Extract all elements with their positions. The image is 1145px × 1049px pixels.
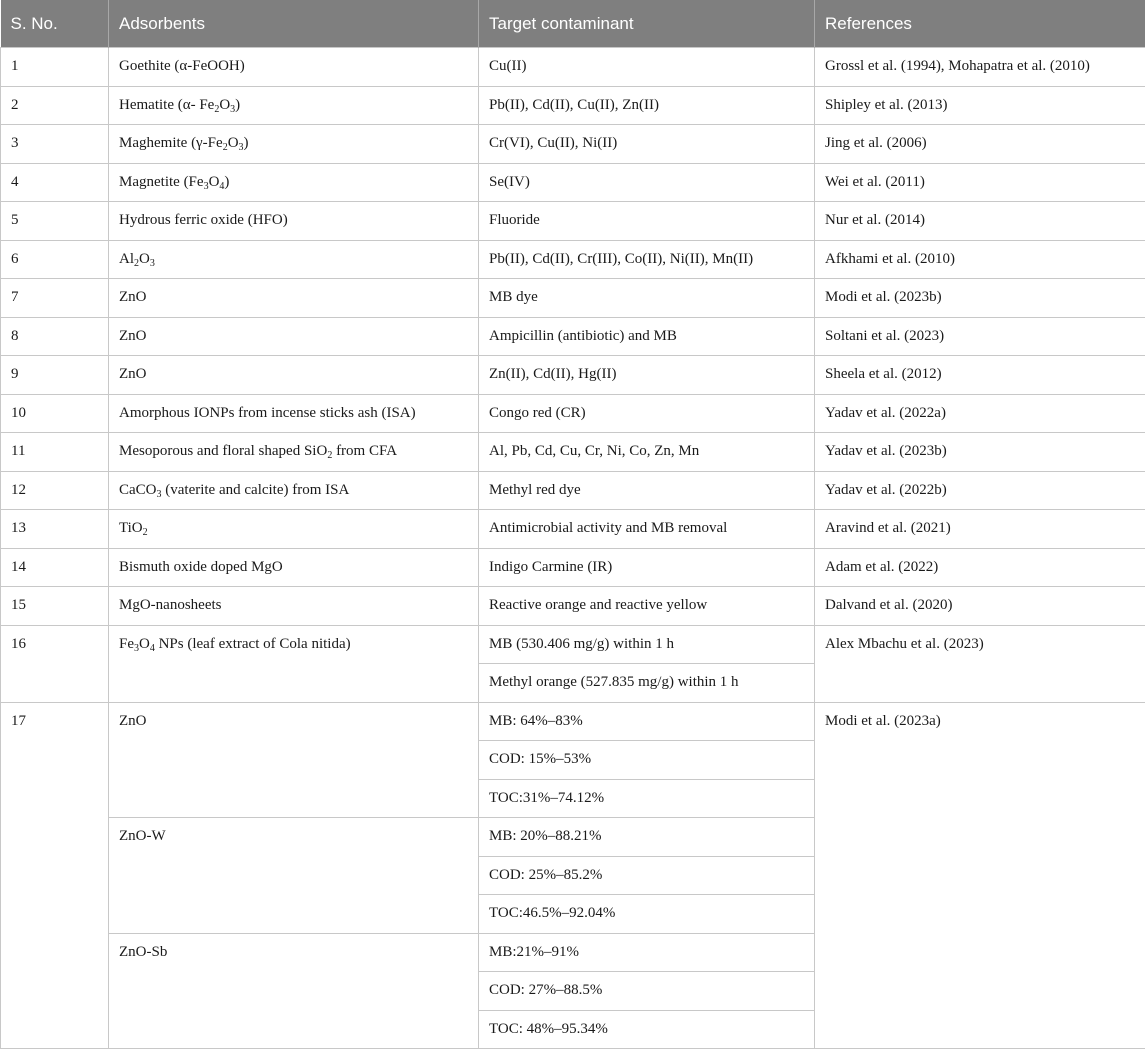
- table-row: [1, 279, 1145, 318]
- cell-target: Se(IV): [479, 163, 815, 202]
- cell-reference: Yadav et al. (2023b): [815, 433, 1145, 472]
- cell-adsorbent: Hydrous ferric oxide (HFO): [109, 202, 479, 241]
- cell-sno: 10: [1, 394, 109, 433]
- cell-reference: Modi et al. (2023a): [815, 702, 1145, 1049]
- cell-target: Congo red (CR): [479, 394, 815, 433]
- header-target-contaminant: Target contaminant: [479, 0, 815, 48]
- cell-reference: Shipley et al. (2013): [815, 86, 1145, 125]
- table-row: [1, 548, 1145, 587]
- cell-target: Pb(II), Cd(II), Cu(II), Zn(II): [479, 86, 815, 125]
- cell-target: Zn(II), Cd(II), Hg(II): [479, 356, 815, 395]
- cell-adsorbent: TiO$_2$: [109, 510, 479, 549]
- table-row: [1, 317, 1145, 356]
- cell-sno: 2: [1, 86, 109, 125]
- cell-target: Cr(VI), Cu(II), Ni(II): [479, 125, 815, 164]
- table-row: [1, 202, 1145, 241]
- cell-target: Indigo Carmine (IR): [479, 548, 815, 587]
- cell-sno: 13: [1, 510, 109, 549]
- cell-sno: 12: [1, 471, 109, 510]
- cell-adsorbent: $Al_2O_3$: [109, 240, 479, 279]
- cell-adsorbent: $Fe_3O_4$ NPs (leaf extract of Cola nitida): [109, 625, 479, 702]
- cell-target: Fluoride: [479, 202, 815, 241]
- cell-adsorbent: Mesoporous and floral shaped SiO$_2$ from CFA: [109, 433, 479, 472]
- table-row: [1, 356, 1145, 395]
- cell-sno: 1: [1, 48, 109, 87]
- cell-reference: Grossl et al. (1994), Mohapatra et al. (2010): [815, 48, 1145, 87]
- cell-reference: Yadav et al. (2022b): [815, 471, 1145, 510]
- cell-target: Al, Pb, Cd, Cu, Cr, Ni, Co, Zn, Mn: [479, 433, 815, 472]
- table-row: [1, 625, 1145, 664]
- cell-adsorbent: ZnO: [109, 279, 479, 318]
- cell-sno: 11: [1, 433, 109, 472]
- cell-target: MB: 64%–83%: [479, 702, 815, 741]
- cell-adsorbent: Bismuth oxide doped MgO: [109, 548, 479, 587]
- header-adsorbents: Adsorbents: [109, 0, 479, 48]
- cell-reference: Sheela et al. (2012): [815, 356, 1145, 395]
- cell-target: Methyl red dye: [479, 471, 815, 510]
- cell-reference: Modi et al. (2023b): [815, 279, 1145, 318]
- cell-target: Methyl orange (527.835 mg/g) within 1 h: [479, 664, 815, 703]
- cell-target: Antimicrobial activity and MB removal: [479, 510, 815, 549]
- cell-target: COD: 15%–53%: [479, 741, 815, 780]
- header-sno: S. No.: [1, 0, 109, 48]
- table-row: [1, 240, 1145, 279]
- table-row: [1, 125, 1145, 164]
- cell-adsorbent: ZnO: [109, 356, 479, 395]
- cell-adsorbent: ZnO-W: [109, 818, 479, 934]
- table-row: [1, 48, 1145, 87]
- cell-reference: Dalvand et al. (2020): [815, 587, 1145, 626]
- cell-adsorbent: Maghemite $(\gamma-Fe_2O_3)$: [109, 125, 479, 164]
- cell-target: TOC:31%–74.12%: [479, 779, 815, 818]
- cell-sno: 16: [1, 625, 109, 702]
- cell-target: Ampicillin (antibiotic) and MB: [479, 317, 815, 356]
- cell-sno: 8: [1, 317, 109, 356]
- cell-sno: 9: [1, 356, 109, 395]
- table-row: [1, 86, 1145, 125]
- cell-target: Reactive orange and reactive yellow: [479, 587, 815, 626]
- cell-target: TOC:46.5%–92.04%: [479, 895, 815, 934]
- cell-adsorbent: Magnetite $(Fe_3O_4)$: [109, 163, 479, 202]
- cell-target: MB dye: [479, 279, 815, 318]
- cell-adsorbent: Amorphous IONPs from incense sticks ash (ISA): [109, 394, 479, 433]
- table-row: [1, 587, 1145, 626]
- table-row: [1, 471, 1145, 510]
- cell-sno: 17: [1, 702, 109, 1049]
- cell-reference: Yadav et al. (2022a): [815, 394, 1145, 433]
- table-row: [1, 163, 1145, 202]
- cell-adsorbent: CaCO$_3$ (vaterite and calcite) from ISA: [109, 471, 479, 510]
- cell-sno: 3: [1, 125, 109, 164]
- cell-target: MB (530.406 mg/g) within 1 h: [479, 625, 815, 664]
- cell-sno: 6: [1, 240, 109, 279]
- header-references: References: [815, 0, 1145, 48]
- cell-adsorbent: ZnO-Sb: [109, 933, 479, 1049]
- cell-reference: Wei et al. (2011): [815, 163, 1145, 202]
- cell-reference: Nur et al. (2014): [815, 202, 1145, 241]
- cell-adsorbent: Goethite (α-FeOOH): [109, 48, 479, 87]
- cell-target: MB:21%–91%: [479, 933, 815, 972]
- table-row: [1, 510, 1145, 549]
- cell-target: COD: 27%–88.5%: [479, 972, 815, 1011]
- cell-adsorbent: ZnO: [109, 317, 479, 356]
- cell-sno: 7: [1, 279, 109, 318]
- cell-adsorbent: MgO-nanosheets: [109, 587, 479, 626]
- cell-sno: 14: [1, 548, 109, 587]
- table-row: [1, 394, 1145, 433]
- cell-reference: Jing et al. (2006): [815, 125, 1145, 164]
- cell-target: MB: 20%–88.21%: [479, 818, 815, 857]
- cell-reference: Aravind et al. (2021): [815, 510, 1145, 549]
- cell-adsorbent: Hematite (α- $Fe_2O_3$): [109, 86, 479, 125]
- cell-reference: Soltani et al. (2023): [815, 317, 1145, 356]
- cell-target: Pb(II), Cd(II), Cr(III), Co(II), Ni(II), Mn(II): [479, 240, 815, 279]
- cell-target: Cu(II): [479, 48, 815, 87]
- table-row: [1, 433, 1145, 472]
- table-row: [1, 702, 1145, 741]
- cell-adsorbent: ZnO: [109, 702, 479, 818]
- cell-target: TOC: 48%–95.34%: [479, 1010, 815, 1049]
- cell-sno: 4: [1, 163, 109, 202]
- cell-reference: Afkhami et al. (2010): [815, 240, 1145, 279]
- cell-sno: 5: [1, 202, 109, 241]
- header-row: [1, 0, 1145, 48]
- cell-target: COD: 25%–85.2%: [479, 856, 815, 895]
- cell-reference: Alex Mbachu et al. (2023): [815, 625, 1145, 702]
- cell-sno: 15: [1, 587, 109, 626]
- cell-reference: Adam et al. (2022): [815, 548, 1145, 587]
